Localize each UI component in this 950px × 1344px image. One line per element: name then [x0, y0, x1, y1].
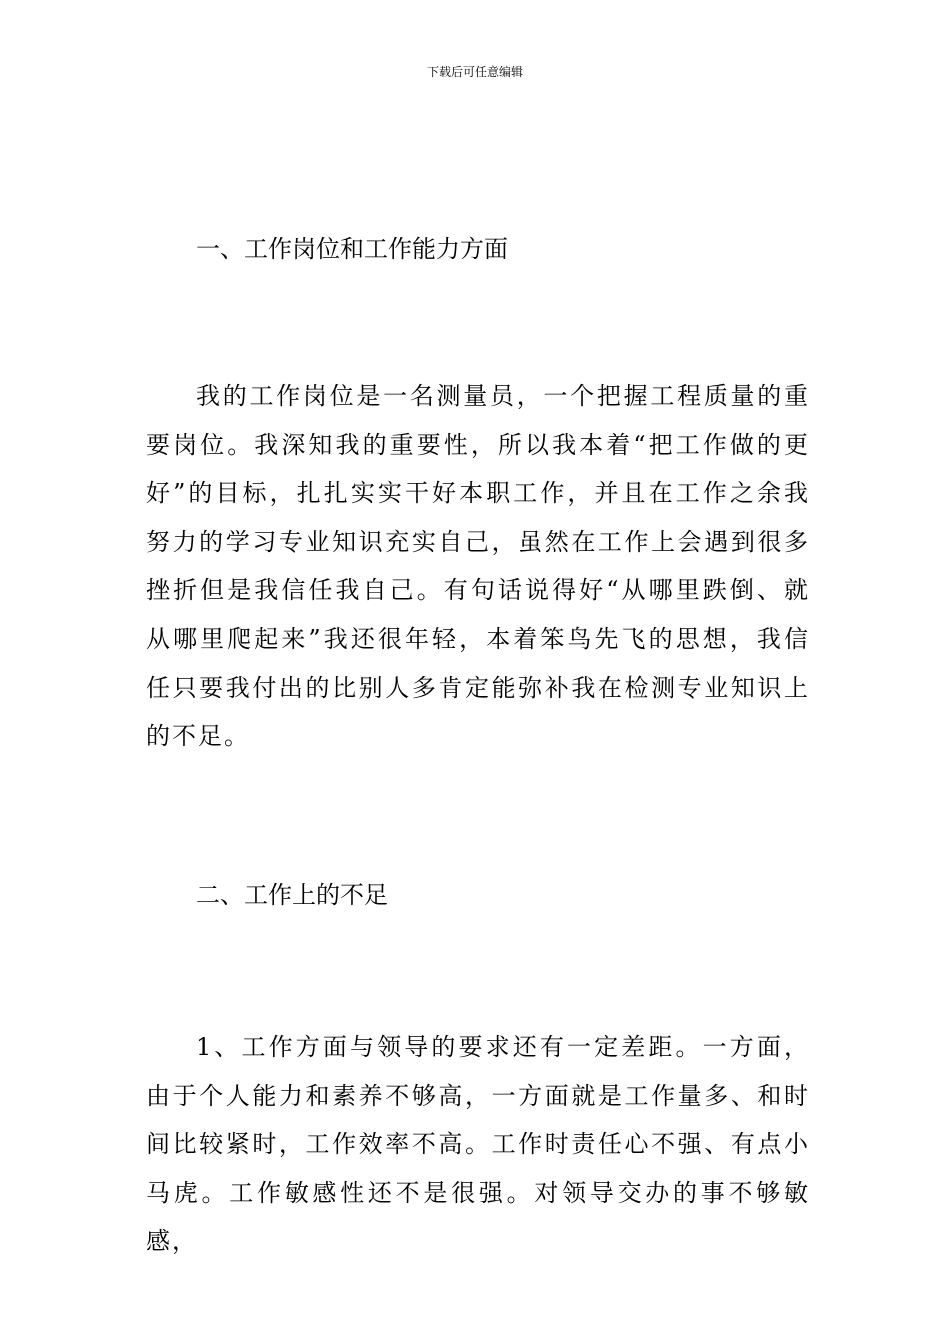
section-heading-1: 一、工作岗位和工作能力方面	[196, 235, 508, 263]
page-header-note: 下载后可任意编辑	[426, 65, 523, 79]
section-paragraph-1: 我的工作岗位是一名测量员，一个把握工程质量的重要岗位。我深知我的重要性，所以我本着“把工作做的更好”的目标，扎扎实实干好本职工作，并且在工作之余我努力的学习专业知识充实自己，虽然在工作上会遇到很多挫折但是我信任我自己。有句话说得好“从哪里跌倒、就从哪里爬起来”我还很年轻，本着笨鸟先飞的思想，我信任只要我付出的比别人多肯定能弥补我在检测专业知识上的不足。	[146, 382, 810, 751]
section-heading-2: 二、工作上的不足	[196, 881, 388, 909]
section-paragraph-2: 1、工作方面与领导的要求还有一定差距。一方面，由于个人能力和素养不够高，一方面就是工作量多、和时间比较紧时，工作效率不高。工作时责任心不强、有点小马虎。工作敏感性还不是很强。对领导交办的事不够敏感，	[146, 1033, 810, 1256]
